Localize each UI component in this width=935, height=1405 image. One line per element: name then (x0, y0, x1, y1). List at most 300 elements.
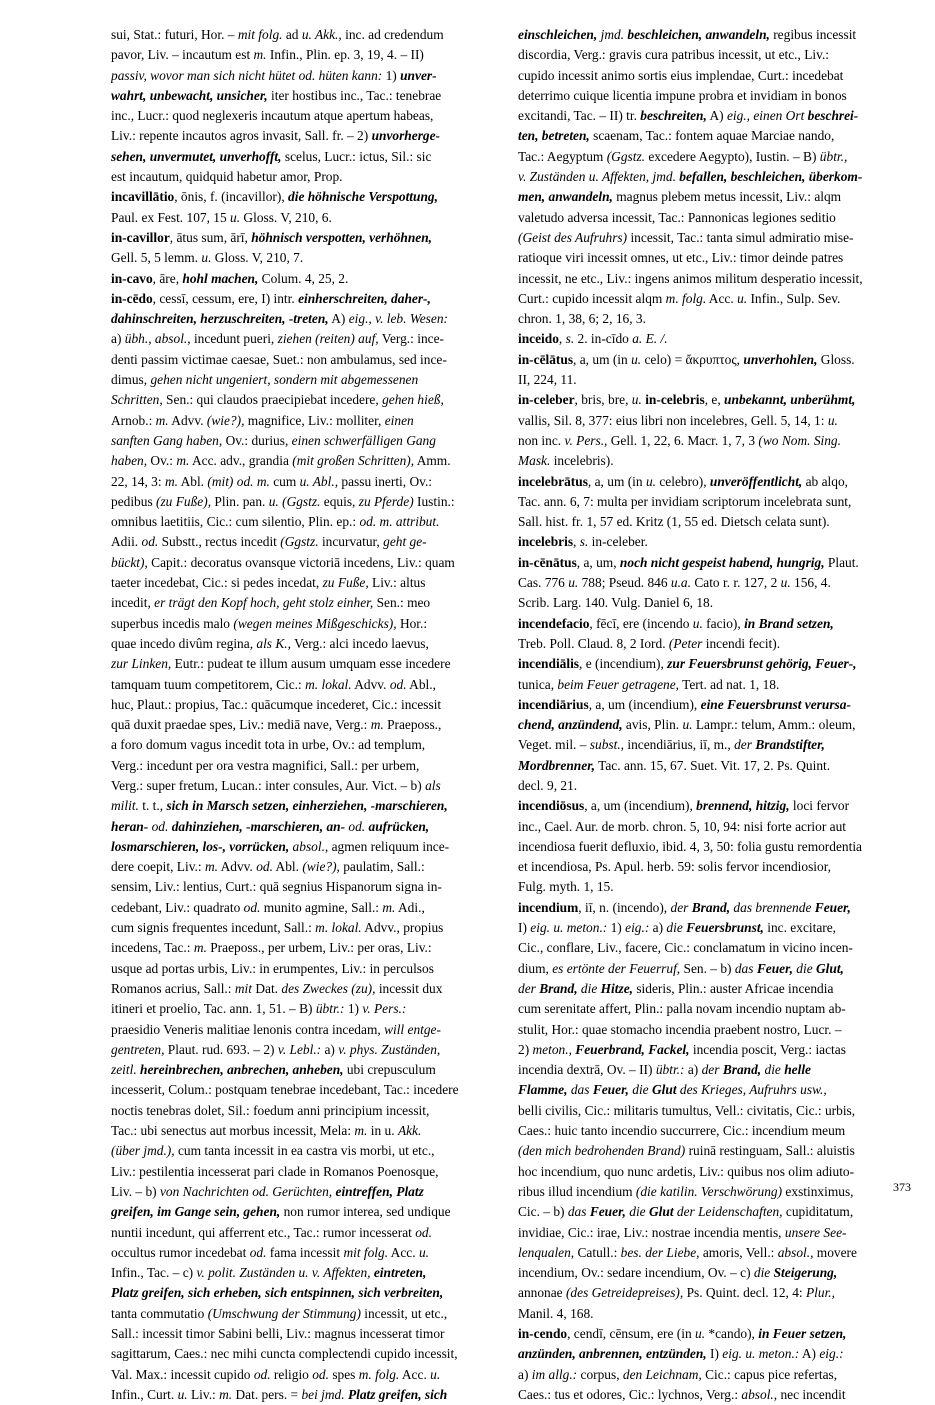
text-line (518, 187, 914, 207)
text-segment: der Leidenschaften, (676, 1204, 783, 1220)
text-segment: Advv. (168, 412, 207, 428)
text-segment: religio (270, 1366, 313, 1382)
text-segment: u. (Ggstz. (268, 493, 321, 509)
text-segment: scelus, Lucr.: ictus, Sil.: sic (281, 148, 432, 164)
text-segment: meton., (532, 1041, 572, 1057)
text-segment: eig.: (625, 920, 650, 936)
text-segment: Colum. 4, 25, 2. (258, 270, 349, 286)
text-segment: v. Pers., (564, 432, 608, 448)
text-segment: invidiae, Cic.: irae, Liv.: nostrae incendia mentis, (518, 1224, 785, 1240)
text-segment: bei jmd. (301, 1386, 345, 1402)
text-line (518, 390, 914, 410)
text-segment: Brandstifter, (755, 737, 825, 753)
text-segment: v. Pers.: (362, 1001, 407, 1017)
text-segment: , āre, (152, 270, 183, 286)
text-segment: Cato r. r. 127, 2 (690, 575, 781, 591)
text-segment: Abl. (177, 473, 208, 489)
text-segment: subst., (589, 737, 625, 753)
text-segment: bes. der Liebe, (620, 1244, 700, 1260)
text-segment: Acc. (399, 1366, 431, 1382)
text-segment: (Umschwung der Stimmung) (207, 1305, 361, 1321)
text-segment: eig., v. leb. Wesen: (348, 311, 448, 327)
text-segment: Substt., rectus incedit (158, 534, 281, 550)
text-segment: unver- (400, 67, 437, 83)
text-segment: od. (312, 1366, 329, 1382)
text-line (518, 938, 914, 958)
text-line (111, 1324, 507, 1344)
text-segment: u. (568, 575, 579, 591)
text-segment: inc., Lucr.: quod neglexeris incautum atque apertum habeas, (111, 108, 434, 124)
text-segment: Brand, (691, 899, 731, 915)
text-segment: incendiosa fuerit defluxio, ibid. 4, 3, 50: folia gustu remordentia (518, 838, 862, 854)
text-segment: u. (645, 473, 656, 489)
text-segment: dere coepit, Liv.: (111, 859, 205, 875)
text-segment: die (629, 1204, 646, 1220)
text-line (518, 979, 914, 999)
text-segment: magnifice, Liv.: molliter, (244, 412, 385, 428)
text-line (518, 451, 914, 471)
text-segment: od. (256, 859, 273, 875)
text-segment: lenqualen, (518, 1244, 575, 1260)
text-line (111, 837, 507, 857)
text-segment: A) (328, 311, 349, 327)
text-line (518, 309, 914, 329)
text-segment: incendium (518, 899, 579, 915)
text-line (518, 553, 914, 573)
text-segment: incesserit, Colum.: postquam tenebrae incedebant, Tac.: incedere (111, 1082, 459, 1098)
text-line (111, 735, 507, 755)
text-segment: Mask. (518, 453, 551, 469)
text-segment: inc., Cael. Aur. de morb. chron. 5, 10, 94: nisi forte acrior aut (518, 818, 846, 834)
text-line (111, 532, 507, 552)
text-segment: höhnisch verspotten, verhöhnen, (251, 229, 433, 245)
text-segment: Feuer, (814, 899, 851, 915)
text-segment: Brand, (722, 1062, 762, 1078)
text-line (111, 776, 507, 796)
text-segment: übh., absol., (124, 331, 191, 347)
text-segment: od. (249, 1244, 267, 1260)
text-segment: incessit dux (375, 980, 443, 996)
text-segment: unveröffentlicht, (709, 473, 803, 489)
text-segment: m. (354, 1123, 368, 1139)
text-line (518, 999, 914, 1019)
text-segment: Catull.: (574, 1244, 621, 1260)
text-segment: Plaut. (824, 554, 859, 570)
text-segment: dium, (518, 960, 553, 976)
text-segment: incendia poscit, Verg.: iactas (689, 1041, 846, 1057)
text-segment: , a, um (in (573, 351, 632, 367)
text-segment: in u. (367, 1123, 398, 1139)
text-line (111, 1020, 507, 1040)
text-segment: annonae (518, 1285, 566, 1301)
text-segment: m. lokal. (305, 676, 352, 692)
text-segment: , cessī, cessum, ere, I) intr. (152, 290, 299, 306)
text-segment: (wie?), (302, 859, 340, 875)
text-segment: Dat. (251, 980, 282, 996)
text-line (111, 269, 507, 289)
text-segment: Fulg. myth. 1, 15. (518, 879, 614, 895)
text-segment: es ertönte der Feuerruf, (552, 960, 681, 976)
text-segment: hoc incendium, quo nunc ardetis, Liv.: quibus nos olim adiuto- (518, 1163, 855, 1179)
text-segment: movere (813, 1244, 857, 1260)
text-segment: od. (348, 818, 366, 834)
text-segment: sui, Stat.: futuri, Hor. – (111, 27, 238, 42)
text-segment: pedibus (111, 493, 157, 509)
text-segment: Verg.: alci incedo laevus, (291, 635, 429, 651)
text-segment: , e (incendium), (579, 656, 668, 672)
text-line (111, 1101, 507, 1121)
text-line (111, 614, 507, 634)
text-segment: scaenam, Tac.: fontem aquae Marciae nando, (589, 128, 835, 144)
text-segment: loci fervor (789, 798, 850, 814)
text-segment: noctis tenebras dolet, Sil.: foedum anni principium incessit, (111, 1102, 430, 1118)
text-segment: u. (682, 717, 693, 733)
text-segment: Scrib. Larg. 140. Vulg. Daniel 6, 18. (518, 595, 714, 611)
text-segment: aufrücken, (368, 818, 430, 834)
text-line (111, 1344, 507, 1364)
text-line (111, 451, 507, 471)
text-segment: decl. 9, 21. (518, 777, 578, 793)
text-line (111, 228, 507, 248)
text-segment: Sen.: qui claudos praecipiebat incedere, (162, 392, 383, 408)
text-line (111, 126, 507, 146)
text-segment: Treb. Poll. Claud. 8, 2 Iord. (518, 635, 669, 651)
text-line (111, 350, 507, 370)
text-line (518, 776, 914, 796)
text-segment: incendiōsus (518, 798, 585, 814)
text-segment: excedere Aegypto), Iustin. – B) (645, 148, 820, 164)
text-line (518, 289, 914, 309)
text-segment: von Nachrichten od. Gerüchten, (159, 1183, 333, 1199)
text-segment: v. Lebl.: (277, 1041, 322, 1057)
text-segment: Romanos acrius, Sall.: (111, 980, 235, 996)
text-line (518, 837, 914, 857)
text-line (518, 1101, 914, 1121)
text-line (111, 634, 507, 654)
text-segment: Schritten, (111, 392, 163, 408)
text-segment: ribus illud incendium (518, 1183, 636, 1199)
text-line (111, 1385, 507, 1405)
text-segment: incessit, ut etc., (360, 1305, 448, 1321)
text-segment: übtr.: (655, 1062, 685, 1078)
text-segment: eintreten, (373, 1265, 427, 1281)
text-segment: Liv.: pestilentia incesserat pari clade in Romanos Poenosque, (111, 1163, 439, 1179)
text-segment: Feuersbrunst, (686, 920, 764, 936)
text-line (518, 208, 914, 228)
text-segment: die höhnische Verspottung, (288, 189, 438, 205)
text-segment: regibus incessit (769, 27, 857, 42)
text-segment: beschrei- (807, 108, 859, 124)
text-segment: sehen, unvermutet, unverhofft, (111, 148, 282, 164)
text-line (111, 289, 507, 309)
text-segment: incendi fecit). (702, 635, 781, 651)
text-segment: einherschreiten, daher-, (298, 290, 431, 306)
text-segment: die (632, 1082, 649, 1098)
text-segment: u. Abl., (299, 473, 339, 489)
text-segment: chend, anzündend, (518, 717, 623, 733)
text-segment: , bris, bre, (574, 392, 632, 408)
text-segment: Ps. Quint. decl. 12, 4: (683, 1285, 806, 1301)
text-segment: Acc. (706, 290, 738, 306)
text-segment: ruinā restinguam, Sall.: aluistis (685, 1143, 855, 1159)
text-line (518, 1040, 914, 1060)
text-segment: Verg.: incedunt per ora vestra magnifici, Sall.: per urbem, (111, 757, 420, 773)
text-segment: corpus, (577, 1366, 623, 1382)
text-line (518, 147, 914, 167)
page-number: 373 (893, 1180, 911, 1194)
text-segment: od. (415, 1224, 432, 1240)
text-line (518, 1243, 914, 1263)
text-line (111, 877, 507, 897)
text-line (518, 269, 914, 289)
text-segment: ad (282, 27, 302, 42)
text-line (111, 411, 507, 431)
text-segment: unvorherge- (371, 128, 441, 144)
text-segment: (Ggstz. (606, 148, 646, 164)
text-segment: incavillātio (111, 189, 175, 205)
text-segment: m. (155, 412, 169, 428)
text-line (111, 1040, 507, 1060)
text-segment: übtr.: (315, 1001, 345, 1017)
text-line (111, 1263, 507, 1283)
text-segment: m. (382, 899, 396, 915)
text-segment: II, 224, 11. (518, 372, 577, 388)
text-segment: als K., (256, 635, 291, 651)
text-segment: incurvatur, (318, 534, 384, 550)
text-segment: munito agmine, Sall.: (260, 899, 383, 915)
text-segment: amoris, Vell.: (699, 1244, 778, 1260)
text-segment: (den mich bedrohenden Brand) (518, 1143, 686, 1159)
text-line (518, 1080, 914, 1100)
text-segment: Glut (651, 1082, 677, 1098)
text-segment: a) (518, 1366, 532, 1382)
text-segment: incedens, Tac.: (111, 940, 194, 956)
text-segment: nec incendit (777, 1386, 846, 1402)
text-segment: in-cēdo (111, 290, 153, 306)
text-line (518, 1344, 914, 1364)
text-segment: u. (230, 209, 241, 225)
text-segment: incessit, ne etc., Liv.: ingens animos militum desperatio incessit, (518, 270, 863, 286)
text-segment: Gell. 1, 22, 6. Macr. 1, 7, 3 (607, 432, 759, 448)
text-line (518, 1263, 914, 1283)
text-segment: 2. in-cīdo (574, 331, 633, 347)
text-segment: milit. (111, 798, 139, 814)
text-segment: agmen reliquum ince- (328, 838, 450, 854)
text-segment: 788; Pseud. 846 (578, 575, 671, 591)
text-segment: haben, (111, 453, 148, 469)
text-segment: die (764, 1062, 781, 1078)
text-segment: in-celeber. (588, 534, 648, 550)
text-segment: u. (418, 1244, 429, 1260)
text-segment: im allg.: (531, 1366, 578, 1382)
text-line (518, 634, 914, 654)
text-segment: m. folg. (358, 1366, 400, 1382)
text-segment: eig. u. meton.: (722, 1346, 800, 1362)
text-line (518, 1162, 914, 1182)
text-segment: tamquam tuum competitorem, Cic.: (111, 676, 306, 692)
text-line (111, 1304, 507, 1324)
text-segment: in Brand setzen, (744, 615, 834, 631)
text-line (111, 147, 507, 167)
text-segment: *cando), (705, 1326, 759, 1341)
text-segment: Abl. (272, 859, 303, 875)
text-line (111, 675, 507, 695)
text-segment: non inc. (518, 432, 565, 448)
text-line (518, 167, 914, 187)
text-segment: Mordbrenner, (518, 757, 596, 773)
text-segment: dimus, (111, 372, 151, 388)
text-segment: in-celebris (645, 392, 705, 408)
text-segment: gehen hieß, (382, 392, 444, 408)
text-segment: den Leichnam, (622, 1366, 702, 1382)
text-segment: Flamme, (518, 1082, 568, 1098)
text-line (111, 573, 507, 593)
text-segment: u. (430, 1366, 441, 1382)
text-segment: , e, (704, 392, 725, 408)
text-segment: jmd. (600, 27, 625, 42)
text-segment: Advv., propius (361, 920, 444, 936)
text-line (111, 1060, 507, 1080)
text-line (518, 106, 914, 126)
text-segment: incendefacio (518, 615, 590, 631)
text-line (518, 492, 914, 512)
text-segment: u. (631, 392, 642, 408)
text-line (518, 959, 914, 979)
text-segment: Tac. ann. 6, 7: multa per invidiam scriptorum incelebrata sunt, (518, 493, 852, 509)
text-segment: zu Pferde) (358, 493, 414, 509)
text-segment: exstinximus, (782, 1183, 854, 1199)
text-segment: zur Feuersbrunst gehörig, Feuer-, (667, 656, 857, 672)
text-line (111, 390, 507, 410)
text-segment: (Geist des Aufruhrs) (518, 229, 628, 245)
text-segment: m. lokal. (315, 920, 362, 936)
text-segment: , a, um (in (587, 473, 646, 489)
text-segment: t. t., (138, 798, 167, 814)
text-segment: Advv. (217, 859, 257, 875)
text-segment: der (734, 737, 752, 753)
text-segment: passiv, wovor man sich nicht hütet od. hüten kann: (111, 67, 383, 83)
text-line (111, 654, 507, 674)
text-segment: Ov.: (147, 453, 177, 469)
text-line (111, 1283, 507, 1303)
text-line (111, 959, 507, 979)
text-segment: Liv. – b) (111, 1183, 160, 1199)
text-line (518, 1202, 914, 1222)
text-line (518, 1141, 914, 1161)
text-segment: od. m. attribut. (359, 514, 440, 530)
text-segment: zeitl. (111, 1062, 137, 1078)
text-line (518, 756, 914, 776)
text-segment: hereinbrechen, anbrechen, anheben, (140, 1062, 344, 1078)
text-line (111, 472, 507, 492)
text-line (518, 857, 914, 877)
text-segment: zu Fuße, (322, 575, 369, 591)
text-segment: befallen, beschleichen, überkom- (679, 169, 863, 185)
text-segment: od. (243, 899, 261, 915)
text-line (111, 370, 507, 390)
text-line (518, 45, 914, 65)
text-segment: , a, um, (576, 554, 620, 570)
right-column (518, 25, 914, 1405)
text-segment: gehen nicht ungeniert, sondern mit abgemessenen (150, 372, 419, 388)
text-segment: (mit großen Schritten), (292, 453, 415, 469)
text-segment: 22, 14, 3: (111, 473, 165, 489)
text-segment: brennend, hitzig, (696, 798, 790, 814)
text-segment: , cendī, cēnsum, ere (in (567, 1326, 696, 1341)
text-segment: quā duxit praedae spes, Liv.: mediā nave, Verg.: (111, 717, 371, 733)
text-segment: , ātus sum, ārī, (169, 229, 252, 245)
text-segment: Liv.: altus (368, 575, 426, 591)
text-segment: Ov.: durius, (222, 432, 292, 448)
text-segment: cum tanta incessit in ea castra vis morbi, ut etc., (174, 1143, 435, 1159)
text-segment: cupiditatum, (782, 1204, 854, 1220)
text-segment: belli civilis, Cic.: militaris tumultus, Vell.: civitatis, Cic.: urbis, (518, 1102, 856, 1118)
text-segment: Acc. adv., grandia (189, 453, 293, 469)
text-line (111, 1182, 507, 1202)
text-segment: in-celeber (518, 392, 575, 408)
text-segment: dahinschreiten, herzuschreiten, -treten, (111, 311, 329, 327)
text-segment: Verg.: super fretum, Lucan.: inter consules, Aur. Vict. – b) (111, 777, 426, 793)
text-line (111, 25, 507, 45)
text-segment: m. (219, 1386, 233, 1402)
text-segment: Iustin.: (413, 493, 455, 509)
text-segment: die (666, 920, 683, 936)
text-segment: Feuer, (592, 1082, 629, 1098)
text-segment: denti passim victimae caesae, Suet.: non ambulamus, sed ince- (111, 351, 447, 367)
text-segment: est incautum, quidquid habetur amor, Prop. (111, 169, 343, 185)
text-segment: , a, um (incendium), (584, 798, 697, 814)
text-segment: hohl machen, (182, 270, 259, 286)
text-line (518, 918, 914, 938)
text-segment: Feuer, (756, 960, 793, 976)
text-segment: men, anwandeln, (518, 189, 613, 205)
text-segment: der (670, 899, 689, 915)
text-segment: sideris, Plin.: auster Africae incendia (632, 980, 834, 996)
text-segment: das (570, 1082, 590, 1098)
text-segment: Caes.: tus et odores, Cic.: lychnos, Verg.: (518, 1386, 742, 1402)
text-segment: Infin., Curt. (111, 1386, 178, 1402)
text-segment: u. (692, 615, 703, 631)
text-segment: celo) = ἄκρυπτος, (641, 351, 744, 367)
text-line (518, 614, 914, 634)
text-segment: Feuer, (589, 1204, 626, 1220)
text-segment: die (753, 1265, 771, 1281)
text-segment: in-cēnātus (518, 554, 577, 570)
text-line (111, 492, 507, 512)
text-segment: Dat. pers. = (232, 1386, 302, 1402)
text-line (518, 1365, 914, 1385)
text-segment: Advv. (351, 676, 390, 692)
text-segment: incelebrātus (518, 473, 588, 489)
text-segment: einen schwerfälligen Gang (291, 432, 436, 448)
text-segment: et incendiosa, Ps. Apul. herb. 59: solis fervor incendiosior, (518, 859, 831, 875)
text-line (111, 1243, 507, 1263)
text-segment: incedit, (111, 595, 155, 611)
text-segment: Cic., conflare, Liv., facere, Cic.: conclamatum in vicino incen- (518, 940, 853, 956)
text-segment: Sen. – b) (680, 960, 735, 976)
text-segment: 1) (344, 1001, 363, 1017)
text-segment: Verg.: ince- (378, 331, 444, 347)
text-segment: iter hostibus inc., Tac.: tenebrae (267, 87, 442, 103)
text-segment: Brand, (539, 980, 578, 996)
text-segment: a foro domum vagus incedit tota in urbe, Ov.: ad templum, (111, 737, 426, 753)
text-segment: discordia, Verg.: gravis cura patribus incessit, ut etc., Liv.: (518, 47, 830, 63)
text-line (518, 329, 914, 349)
text-segment: u. (695, 1326, 706, 1341)
text-segment: einschleichen, (518, 27, 598, 42)
text-segment: ab alqo, (802, 473, 849, 489)
text-line (111, 1162, 507, 1182)
